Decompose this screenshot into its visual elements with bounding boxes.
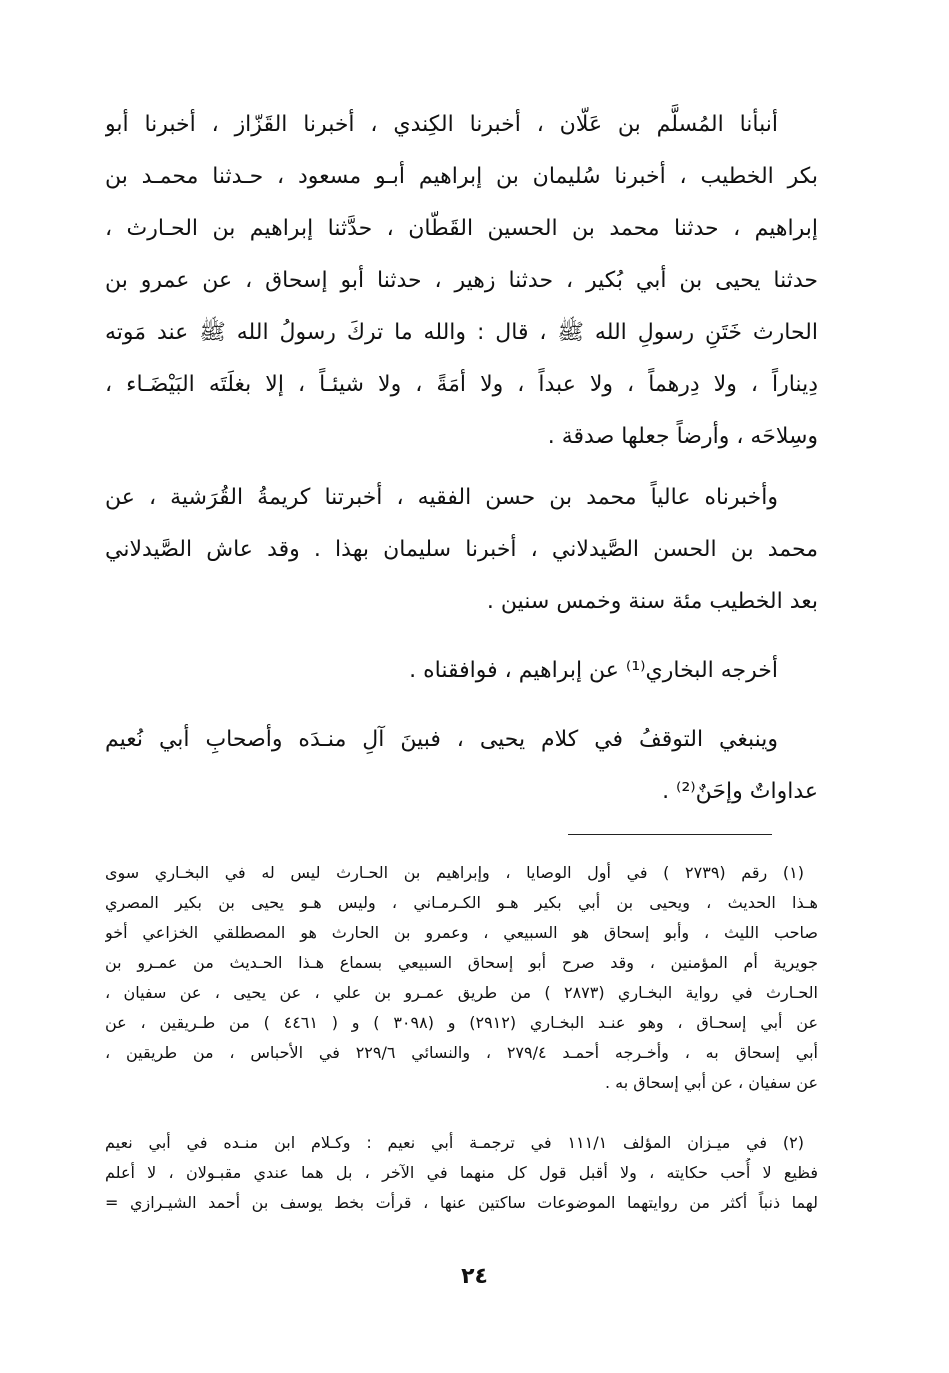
footnote-line: (١) رقم (٢٧٣٩ ) في أول الوصايا ، وإبراهيم بن الحـارث ليس له في البخـاري سوى — [105, 863, 804, 882]
footnote-line: الحـارث في رواية البخـاري (٢٨٧٣ ) من طريق عمـرو بن علي ، عن يحيى ، عن سفيان ، — [105, 983, 818, 1002]
footnote-line: (٢) في ميـزان المؤلف ١١١/١ في ترجمـة أبي نعيم : وكـلام ابن منـده في أبي نعيم — [105, 1133, 804, 1152]
footnote-line: عن سفيان ، عن أبي إسحاق به . — [605, 1073, 818, 1092]
text-line: أخرجه البخاري⁽¹⁾ عن إبراهيم ، فوافقناه . — [409, 658, 778, 683]
footnote-line: لهما ذنباً أكثر من روايتهما الموضوعات ساكتين عنها ، قرأت بخط يوسف بن أحمد الشيـرازي = — [105, 1193, 818, 1212]
text-line: بعد الخطيب مئة سنة وخمس سنين . — [486, 589, 818, 614]
footnote-2 — [105, 1128, 818, 1218]
footnote-separator — [568, 834, 772, 835]
footnote-line: صاحب الليث ، وأبو إسحاق هو السبيعي ، وعمرو بن الحارث هو المصطلقي الخزاعي أخو — [105, 923, 818, 942]
footnote-line: جويرية أم المؤمنين ، وقد صرح أبو إسحاق السبيعي بسماع هـذا الحـديث من عمـرو بن — [105, 953, 818, 972]
paragraph-isnad — [105, 99, 818, 463]
text-line: محمد بن الحسن الصَّيدلاني ، أخبرنا سليمان بهذا . وقد عاش الصَّيدلاني — [105, 537, 818, 562]
text-line: بكر الخطيب ، أخبرنا سُليمان بن إبراهيم أبـو مسعود ، حـدثنا محمـد بن — [105, 164, 818, 189]
page-number: ٢٤ — [461, 1264, 488, 1289]
text-line: وأخبرناه عالياً محمد بن حسن الفقيه ، أخبرتنا كريمةُ القُرَشية ، عن — [105, 485, 778, 510]
paragraph-higher-chain — [105, 472, 818, 628]
text-line: حدثنا يحيى بن أبي بُكير ، حدثنا زهير ، حدثنا أبو إسحاق ، عن عمرو بن — [105, 268, 818, 293]
text-line: وسِلاحَه ، وأرضاً جعلها صدقة . — [547, 424, 818, 449]
footnote-line: عن أبي إسحـاق ، وهو عنـد البخـاري (٢٩١٢) و (٣٠٩٨ ) و ( ٤٤٦١ ) من طـريقين ، عن — [105, 1013, 818, 1032]
paragraph-takhrij — [105, 645, 818, 697]
text-line: أنبأنا المُسلَّم بن عَلّان ، أخبرنا الكِندي ، أخبرنا القَزّاز ، أخبرنا أبو — [105, 112, 778, 137]
footnote-line: هـذا الحديث ، ويحيى بن أبي بكير هـو الكـرمـاني ، وليس هـو يحيى بن بكير المصري — [105, 893, 818, 912]
text-line: عداواتٌ وإحَنٌ⁽²⁾ . — [662, 779, 818, 804]
footnote-line: فظيع لا أُحب حكايته ، ولا أقبل قول كل منهما في الآخر ، بل هما عندي مقبـولان ، لا أعلم — [105, 1163, 818, 1182]
text-line: الحارث خَتَنِ رسولِ الله ﷺ ، قال : والله ما تركَ رسولُ الله ﷺ عند مَوته — [105, 320, 818, 345]
footnote-line: أبي إسحاق به ، وأخـرجه أحمـد ٢٧٩/٤ ، والنسائي ٢٢٩/٦ في الأحباس ، من طريقين ، — [105, 1043, 818, 1062]
text-line: دِيناراً ، ولا دِرهماً ، ولا عبداً ، ولا أمَةً ، ولا شيئـاً ، إلا بغلَتَه البَيْضَـاء ، — [105, 372, 818, 397]
footnote-1 — [105, 858, 818, 1098]
paragraph-remark — [105, 714, 818, 818]
text-line: وينبغي التوقفُ في كلام يحيى ، فبينَ آلِ منـدَه وأصحابِ أبي نُعيم — [105, 727, 778, 752]
text-line: إبراهيم ، حدثنا محمد بن الحسين القَطّان ، حدَّثنا إبراهيم بن الحـارث ، — [105, 216, 818, 241]
